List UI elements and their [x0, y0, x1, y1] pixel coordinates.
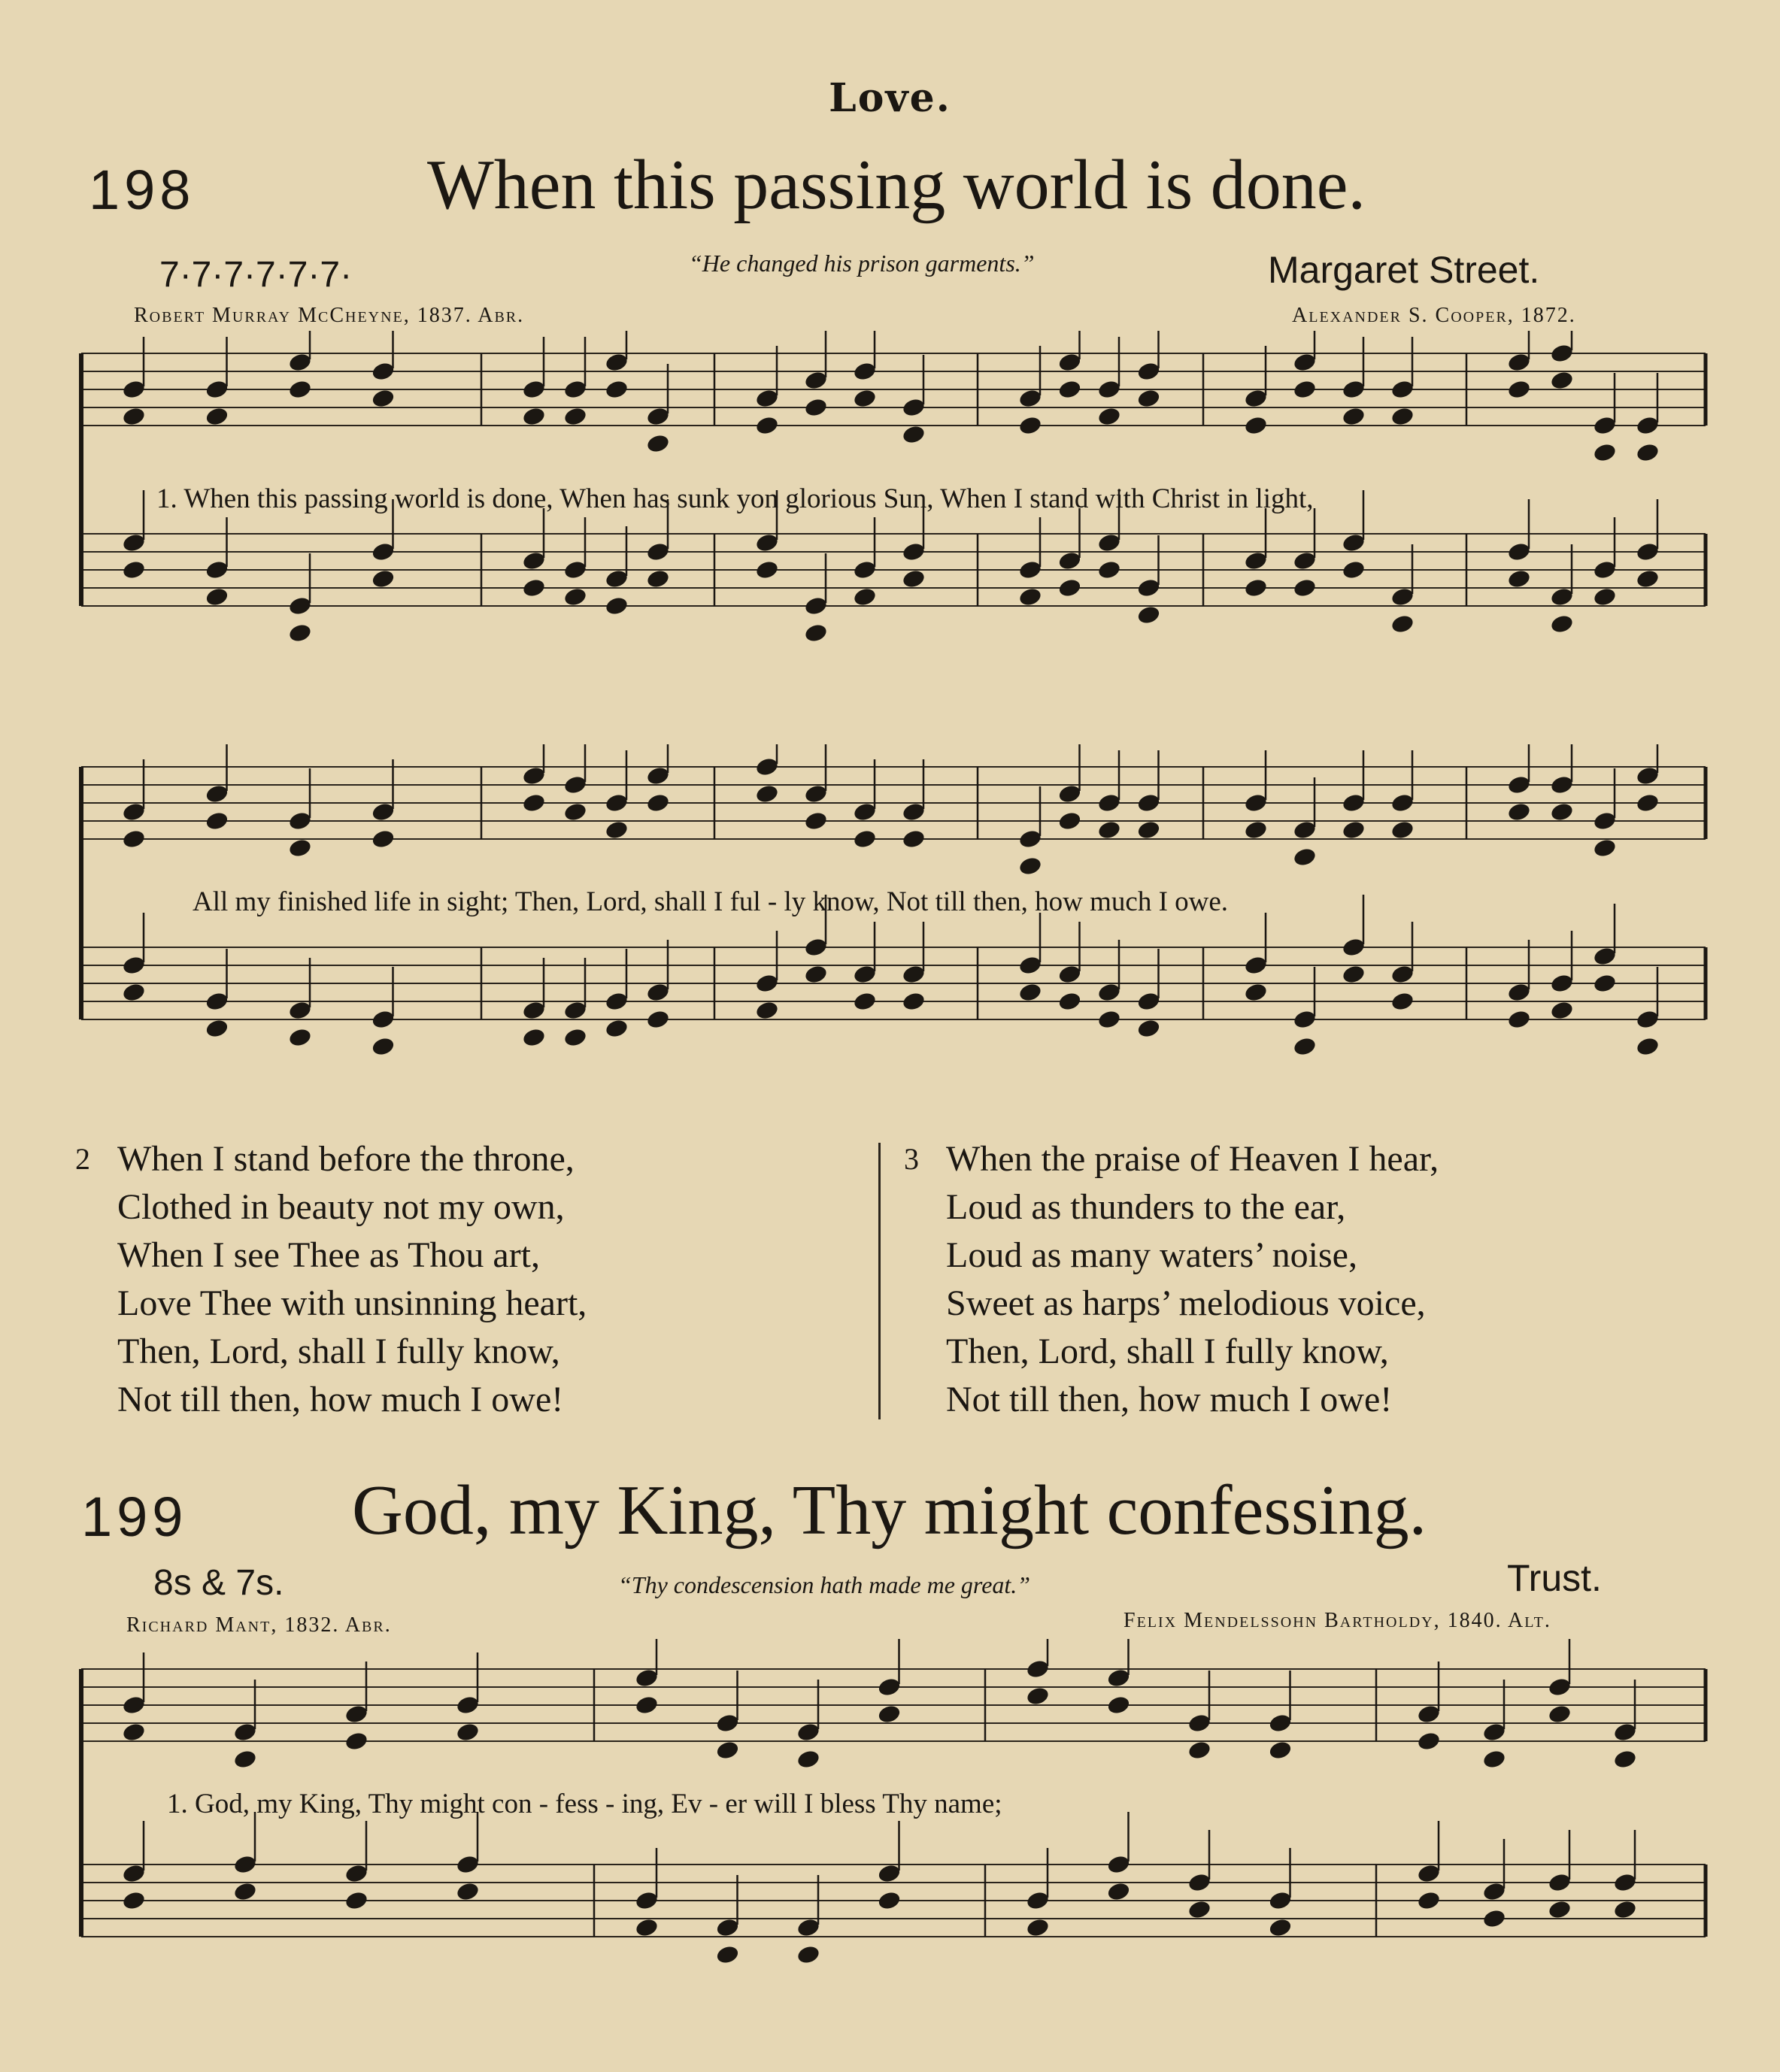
hymn-meter: 7·7·7·7·7·7· [159, 255, 353, 295]
stanza-line: Then, Lord, shall I fully know, [946, 1331, 1389, 1371]
lyric-line: All my finished life in sight; Then, Lord, shall I ful - ly know, Not till then, how much I owe. [193, 886, 1229, 917]
hymn-motto: “He changed his prison garments.” [689, 250, 1035, 277]
stanza-line: Loud as many waters’ noise, [946, 1235, 1357, 1275]
treble-staff [81, 1639, 1706, 1770]
words-credit: Robert Murray McCheyne, 1837. Abr. [134, 304, 525, 327]
stanza-line: Clothed in beauty not my own, [117, 1187, 565, 1227]
stanza-number: 3 [904, 1142, 919, 1176]
stanza-line: Then, Lord, shall I fully know, [117, 1331, 560, 1371]
hymn-title: God, my King, Thy might confessing. [352, 1471, 1427, 1549]
stanza-line: Sweet as harps’ melodious voice, [946, 1283, 1426, 1323]
lyric-line: 1. God, my King, Thy might con - fess - ing, Ev - er will I bless Thy name; [167, 1789, 1002, 1819]
hymn-title: When this passing world is done. [427, 146, 1366, 224]
stanza-number: 2 [75, 1142, 90, 1176]
tune-name: Margaret Street. [1268, 249, 1540, 291]
hymn-number: 199 [81, 1486, 188, 1548]
lyric-line: 1. When this passing world is done, When has sunk yon glorious Sun, When I stand with Christ in light, [156, 483, 1314, 514]
stanza-line: When I see Thee as Thou art, [117, 1235, 541, 1275]
bass-staff [81, 1812, 1706, 1965]
stanza-3 [904, 1135, 1439, 1424]
treble-staff [81, 331, 1706, 463]
hymn-number: 198 [89, 159, 196, 221]
music-credit: Felix Mendelssohn Bartholdy, 1840. Alt. [1123, 1609, 1551, 1632]
music-credit: Alexander S. Cooper, 1872. [1292, 304, 1576, 327]
music-system-3 [0, 1639, 1780, 2015]
stanza-line: Loud as thunders to the ear, [946, 1187, 1346, 1227]
bass-staff [81, 895, 1706, 1057]
stanza-line: Not till then, how much I owe! [117, 1380, 564, 1419]
words-credit: Richard Mant, 1832. Abr. [126, 1613, 392, 1637]
stanza-divider [878, 1143, 881, 1419]
stanza-line: When the praise of Heaven I hear, [946, 1139, 1439, 1179]
section-title: Love. [829, 75, 951, 121]
hymn-motto: “Thy condescension hath made me great.” [618, 1571, 1031, 1598]
hymn-meter: 8s & 7s. [153, 1563, 284, 1603]
stanza-line: Not till then, how much I owe! [946, 1380, 1393, 1419]
treble-staff [81, 744, 1706, 877]
music-system-2 [0, 744, 1780, 1098]
stanza-line: When I stand before the throne, [117, 1139, 575, 1179]
tune-name: Trust. [1507, 1557, 1602, 1599]
stanza-2 [75, 1135, 587, 1424]
stanza-line: Love Thee with unsinning heart, [117, 1283, 587, 1323]
